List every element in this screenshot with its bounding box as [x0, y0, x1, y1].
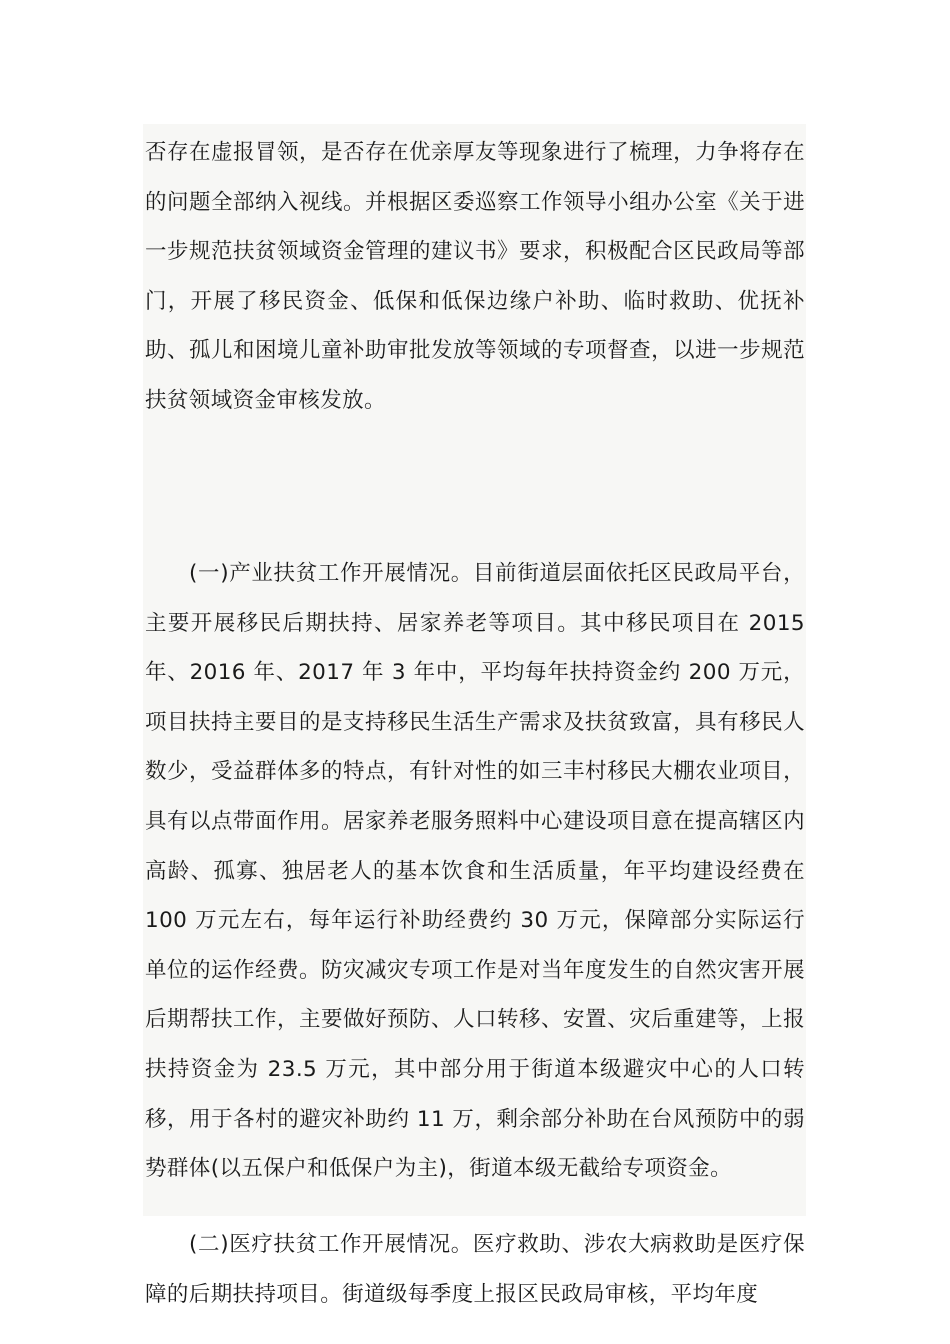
paragraph-3: (二)医疗扶贫工作开展情况。医疗救助、涉农大病救助是医疗保障的后期扶持项目。街道级每季度上报区民政局审核，平均年度	[145, 1232, 805, 1307]
paragraph-2: (一)产业扶贫工作开展情况。目前街道层面依托区民政局平台，主要开展移民后期扶持、居家养老等项目。其中移民项目在 2015 年、2016 年、2017 年 3 年中，平均每年扶持资金约 200 万元，项目扶持主要目的是支持移民生活生产需求及扶贫致富，具有移民人数少，受益群体多的特点，有针对性的如三丰村移民大棚农业项目，具有以点带面作用。居家养老服务照料中心建设项目意在提高辖区内高龄、孤寡、独居老人的基本饮食和生活质量，年平均建设经费在 100 万元左右，每年运行补助经费约 30 万元，保障部分实际运行单位的运作经费。防灾减灾专项工作是对当年度发生的自然灾害开展后期帮扶工作，主要做好预防、人口转移、安置、灾后重建等，上报扶持资金为 23.5 万元，其中部分用于街道本级避灾中心的人口转移，用于各村的避灾补助约 11 万，剩余部分补助在台风预防中的弱势群体(以五保户和低保户为主)，街道本级无截给专项资金。	[145, 561, 805, 1182]
paragraph-1: 否存在虚报冒领，是否存在优亲厚友等现象进行了梳理，力争将存在的问题全部纳入视线。并根据区委巡察工作领导小组办公室《关于进一步规范扶贫领域资金管理的建议书》要求，积极配合区民政局等部门，开展了移民资金、低保和低保边缘户补助、临时救助、优抚补助、孤儿和困境儿童补助审批发放等领域的专项督查，以进一步规范扶贫领域资金审核发放。	[145, 140, 805, 413]
document-text-block	[143, 124, 806, 1307]
